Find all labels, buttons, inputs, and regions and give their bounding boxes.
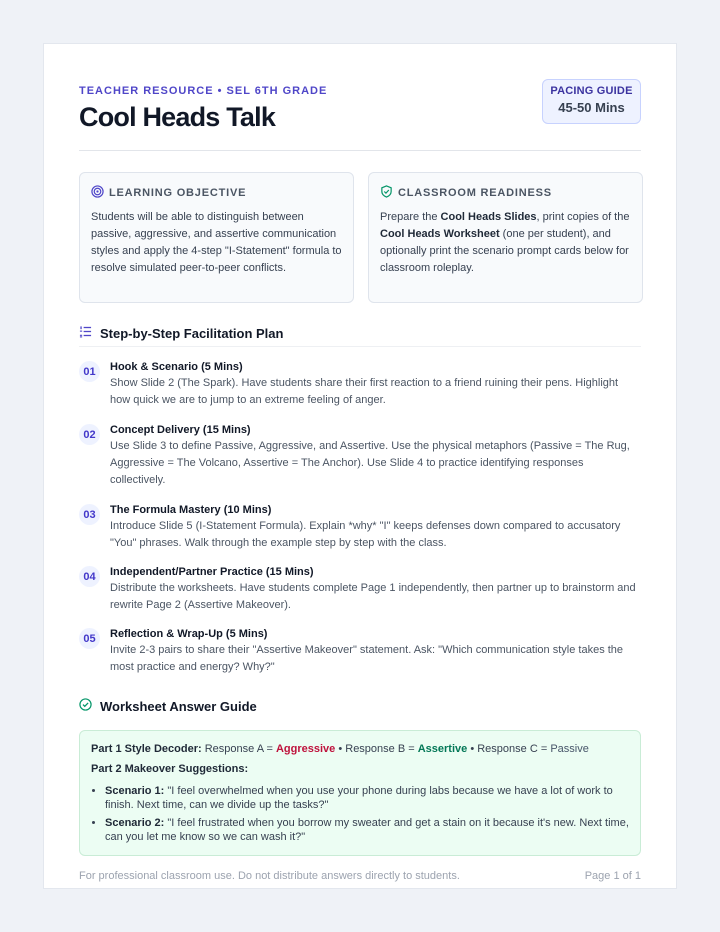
step-item — [79, 565, 641, 627]
passive-label: Passive — [550, 743, 589, 755]
makeover-label: Part 2 Makeover Suggestions: — [91, 763, 249, 775]
answer-guide-heading — [79, 698, 641, 714]
document-page — [43, 43, 677, 889]
card-heading: LEARNING OBJECTIVE — [109, 187, 247, 199]
list-item: • Scenario 1: "I feel overwhelmed when you use your phone during labs because we have a lot of work to finish. Next time, can we divide up the tasks?" — [105, 784, 629, 812]
aggressive-label: Aggressive — [275, 743, 336, 755]
target-icon — [91, 185, 104, 201]
step-description: Show Slide 2 (The Spark). Have students share their first reaction to a friend ruining their pens. Highlight how quick we are to jump to an extreme feeling of anger. — [110, 377, 619, 406]
page-title: Cool Heads Talk — [79, 102, 276, 132]
shield-check-icon — [380, 185, 393, 201]
step-title: Hook & Scenario (5 Mins) — [110, 361, 243, 373]
step-number: 04 — [79, 566, 100, 587]
facilitation-plan-heading — [79, 325, 641, 341]
readiness-text: Prepare the Cool Heads Slides, print copies of the Cool Heads Worksheet (one per student), and optionally print the scenario prompt cards below for classroom roleplay. — [380, 211, 630, 274]
steps-list — [79, 360, 641, 689]
step-number: 02 — [79, 424, 100, 445]
step-description: Distribute the worksheets. Have students complete Page 1 independently, then partner up to brainstorm and rewrite Page 2 (Assertive Makeover). — [110, 582, 636, 611]
assertive-label: Assertive — [417, 743, 468, 755]
step-title: Concept Delivery (15 Mins) — [110, 424, 251, 436]
footer-note: For professional classroom use. Do not distribute answers directly to students. — [79, 870, 460, 882]
objective-text: Students will be able to distinguish between passive, aggressive, and assertive communication styles and apply the 4-step "I-Statement" formula to resolve simulated peer-to-peer conflicts. — [91, 211, 342, 274]
eyebrow-label: TEACHER RESOURCE • SEL 6TH GRADE — [79, 85, 328, 97]
step-number: 03 — [79, 504, 100, 525]
pacing-guide-badge — [542, 79, 641, 124]
step-item — [79, 503, 641, 565]
step-description: Use Slide 3 to define Passive, Aggressive, and Assertive. Use the physical metaphors (Passive = The Rug, Aggressive = The Volcano, Assertive = The Anchor). Use Slide 4 to practice identifying responses collectively. — [110, 440, 630, 486]
step-description: Invite 2-3 pairs to share their "Assertive Makeover" statement. Ask: "Which communication style takes the most practice and energy? Why?" — [110, 644, 624, 673]
header-divider — [79, 150, 641, 151]
page-number: Page 1 of 1 — [584, 870, 641, 882]
step-item — [79, 423, 641, 503]
list-item: • Scenario 2: "I feel frustrated when you borrow my sweater and get a stain on it because it's new. Next time, can you let me know so we can wash it?" — [105, 816, 629, 844]
step-item — [79, 360, 641, 423]
step-number: 01 — [79, 361, 100, 382]
card-heading: CLASSROOM READINESS — [398, 187, 552, 199]
section-title: Worksheet Answer Guide — [100, 698, 257, 714]
pacing-label: PACING GUIDE — [550, 85, 633, 97]
style-decoder-answers: Part 1 Style Decoder: Response A = Aggressive • Response B = Assertive • Response C = Passive — [91, 743, 589, 755]
step-item — [79, 627, 641, 689]
learning-objective-card — [79, 172, 354, 303]
classroom-readiness-card — [368, 172, 643, 303]
check-circle-icon — [79, 698, 92, 714]
step-title: Reflection & Wrap-Up (5 Mins) — [110, 628, 268, 640]
step-title: The Formula Mastery (10 Mins) — [110, 504, 272, 516]
page-footer — [79, 870, 641, 882]
step-number: 05 — [79, 628, 100, 649]
answer-guide-box — [79, 730, 641, 856]
step-description: Introduce Slide 5 (I-Statement Formula). Explain *why* "I" keeps defenses down compared to accusatory "You" phrases. Walk through the example step by step with the class. — [110, 520, 621, 549]
step-title: Independent/Partner Practice (15 Mins) — [110, 566, 314, 578]
pacing-value: 45-50 Mins — [558, 100, 625, 115]
section-title: Step-by-Step Facilitation Plan — [100, 325, 284, 341]
list-numbered-icon — [79, 325, 92, 341]
scenario-list — [91, 784, 629, 844]
